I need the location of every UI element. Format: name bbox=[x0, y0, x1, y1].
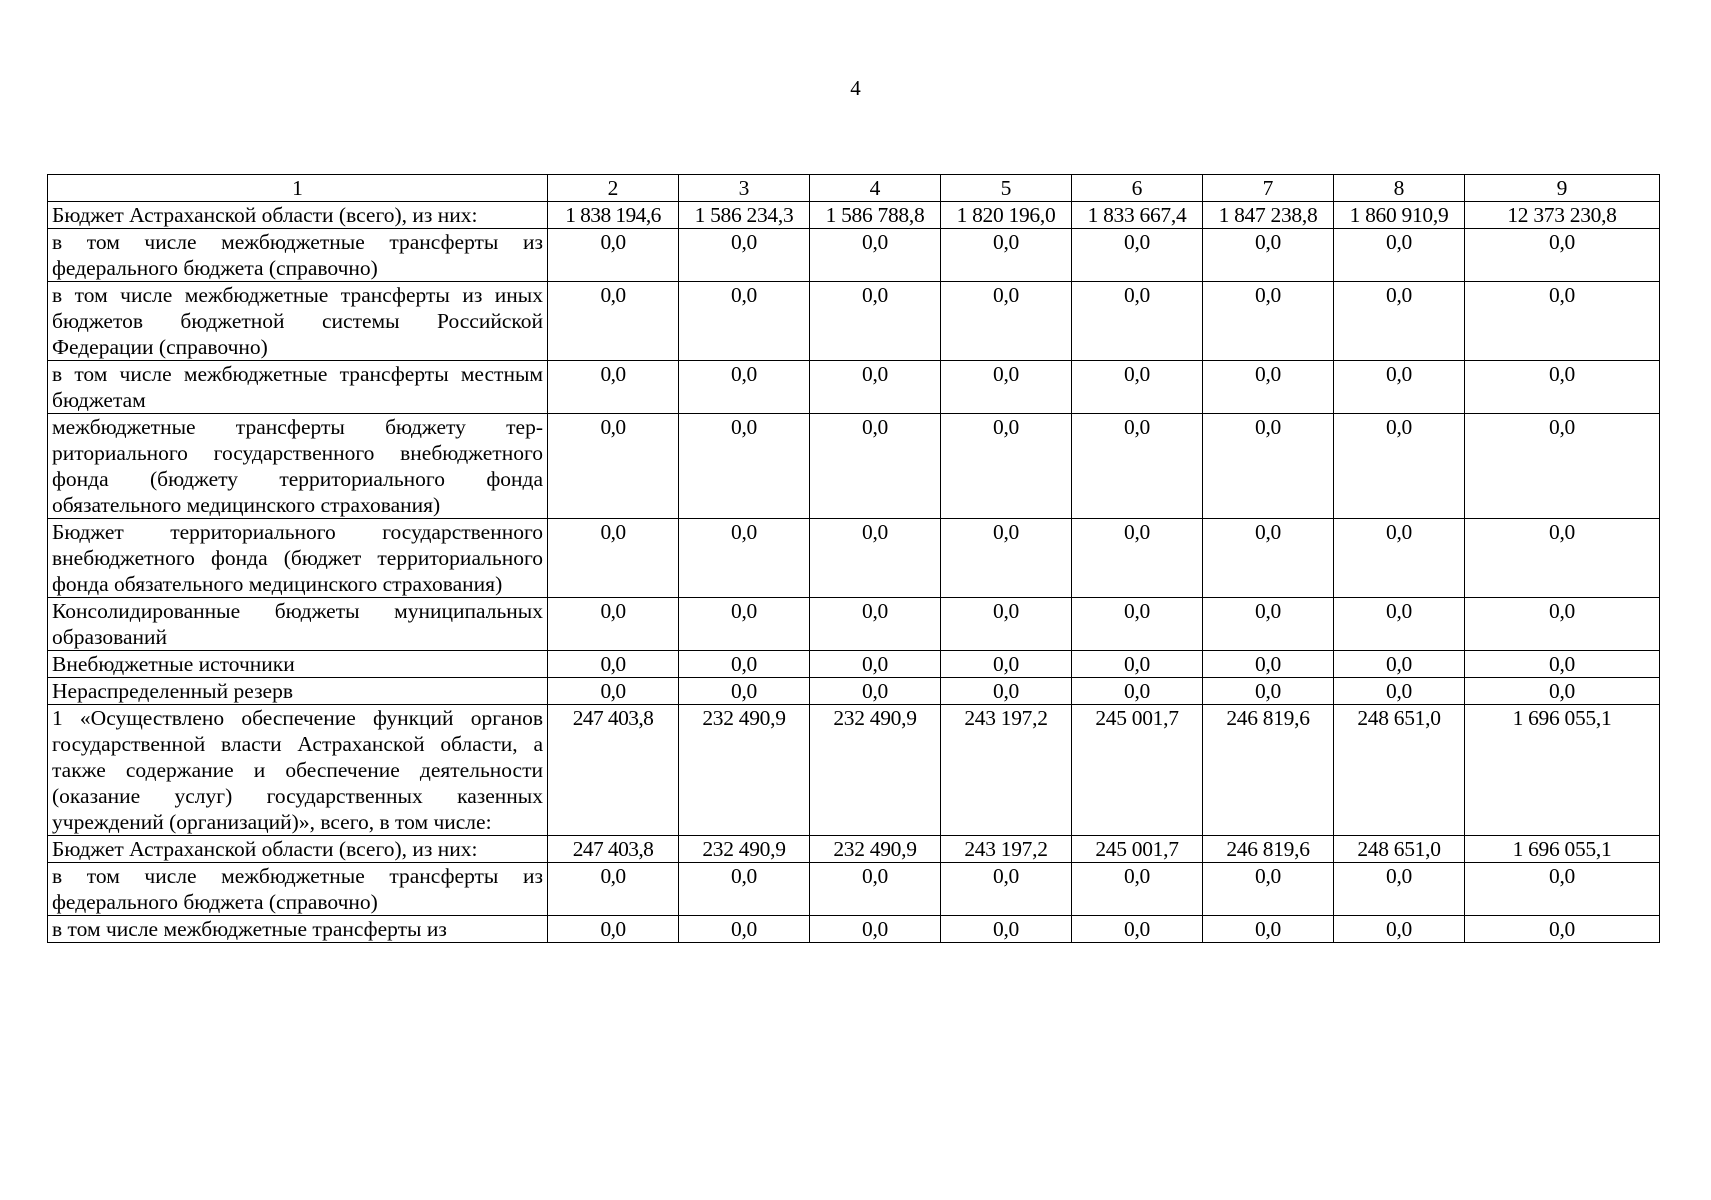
value-cell-col-2: 247 403,8 bbox=[548, 836, 679, 863]
value-cell-col-2: 0,0 bbox=[548, 678, 679, 705]
row-label: Нераспределенный резерв bbox=[48, 678, 548, 705]
value-cell-col-6: 0,0 bbox=[1072, 678, 1203, 705]
value-cell-col-5: 0,0 bbox=[941, 282, 1072, 361]
value-cell-col-4: 0,0 bbox=[810, 916, 941, 943]
value-cell-col-6: 0,0 bbox=[1072, 414, 1203, 519]
row-label: Консолидированные бюджеты муниципальных образований bbox=[48, 598, 548, 651]
value-cell-col-6: 245 001,7 bbox=[1072, 705, 1203, 836]
value-cell-col-4: 0,0 bbox=[810, 863, 941, 916]
value-cell-col-2: 0,0 bbox=[548, 414, 679, 519]
row-label: в том числе межбюджетные трансферты из иных бюджетов бюджетной системы Российской Федерации (справочно) bbox=[48, 282, 548, 361]
value-cell-col-7: 0,0 bbox=[1203, 282, 1334, 361]
value-cell-col-4: 0,0 bbox=[810, 282, 941, 361]
column-header-2: 2 bbox=[548, 175, 679, 202]
value-cell-col-9: 1 696 055,1 bbox=[1465, 705, 1660, 836]
value-cell-col-4: 0,0 bbox=[810, 651, 941, 678]
table-row bbox=[48, 229, 1660, 282]
value-cell-col-9: 12 373 230,8 bbox=[1465, 202, 1660, 229]
table-row bbox=[48, 836, 1660, 863]
value-cell-col-5: 243 197,2 bbox=[941, 836, 1072, 863]
value-cell-col-5: 0,0 bbox=[941, 229, 1072, 282]
value-cell-col-3: 232 490,9 bbox=[679, 705, 810, 836]
value-cell-col-7: 0,0 bbox=[1203, 519, 1334, 598]
table-row bbox=[48, 705, 1660, 836]
value-cell-col-6: 0,0 bbox=[1072, 229, 1203, 282]
value-cell-col-7: 0,0 bbox=[1203, 361, 1334, 414]
column-header-3: 3 bbox=[679, 175, 810, 202]
table-row bbox=[48, 651, 1660, 678]
value-cell-col-8: 0,0 bbox=[1334, 678, 1465, 705]
table-row bbox=[48, 282, 1660, 361]
value-cell-col-3: 0,0 bbox=[679, 414, 810, 519]
value-cell-col-4: 0,0 bbox=[810, 414, 941, 519]
value-cell-col-6: 0,0 bbox=[1072, 916, 1203, 943]
value-cell-col-2: 0,0 bbox=[548, 361, 679, 414]
value-cell-col-7: 0,0 bbox=[1203, 916, 1334, 943]
column-header-4: 4 bbox=[810, 175, 941, 202]
value-cell-col-9: 0,0 bbox=[1465, 361, 1660, 414]
value-cell-col-6: 0,0 bbox=[1072, 282, 1203, 361]
value-cell-col-5: 0,0 bbox=[941, 863, 1072, 916]
value-cell-col-7: 0,0 bbox=[1203, 414, 1334, 519]
value-cell-col-5: 0,0 bbox=[941, 414, 1072, 519]
value-cell-col-5: 0,0 bbox=[941, 651, 1072, 678]
row-label: в том числе межбюджетные трансферты из bbox=[48, 916, 548, 943]
value-cell-col-4: 0,0 bbox=[810, 229, 941, 282]
header-row bbox=[48, 175, 1660, 202]
value-cell-col-2: 0,0 bbox=[548, 519, 679, 598]
value-cell-col-8: 0,0 bbox=[1334, 229, 1465, 282]
value-cell-col-3: 0,0 bbox=[679, 916, 810, 943]
value-cell-col-7: 246 819,6 bbox=[1203, 705, 1334, 836]
value-cell-col-5: 1 820 196,0 bbox=[941, 202, 1072, 229]
value-cell-col-3: 0,0 bbox=[679, 678, 810, 705]
page-number: 4 bbox=[850, 76, 861, 100]
value-cell-col-3: 0,0 bbox=[679, 519, 810, 598]
row-label: в том числе межбюджетные трансферты из федерального бюджета (справочно) bbox=[48, 229, 548, 282]
value-cell-col-7: 246 819,6 bbox=[1203, 836, 1334, 863]
column-header-9: 9 bbox=[1465, 175, 1660, 202]
column-header-8: 8 bbox=[1334, 175, 1465, 202]
value-cell-col-3: 0,0 bbox=[679, 598, 810, 651]
value-cell-col-6: 0,0 bbox=[1072, 863, 1203, 916]
value-cell-col-2: 0,0 bbox=[548, 651, 679, 678]
value-cell-col-8: 0,0 bbox=[1334, 863, 1465, 916]
row-label: Бюджет территориального государственного внебюджетного фонда (бюджет территориального фонда обязательного медицинского страхования) bbox=[48, 519, 548, 598]
value-cell-col-6: 0,0 bbox=[1072, 651, 1203, 678]
value-cell-col-7: 0,0 bbox=[1203, 598, 1334, 651]
row-label: 1 «Осуществлено обеспечение функций органов государственной власти Астраханской области, а также содержание и обеспечение деятельности (оказание услуг) государственных казенных учреждений (организаций)», всего, в том числе: bbox=[48, 705, 548, 836]
table-row bbox=[48, 519, 1660, 598]
value-cell-col-6: 0,0 bbox=[1072, 361, 1203, 414]
value-cell-col-9: 0,0 bbox=[1465, 282, 1660, 361]
value-cell-col-9: 0,0 bbox=[1465, 229, 1660, 282]
value-cell-col-6: 0,0 bbox=[1072, 519, 1203, 598]
value-cell-col-8: 0,0 bbox=[1334, 361, 1465, 414]
row-label: в том числе межбюджетные трансферты из федерального бюджета (справочно) bbox=[48, 863, 548, 916]
value-cell-col-7: 0,0 bbox=[1203, 678, 1334, 705]
value-cell-col-2: 0,0 bbox=[548, 863, 679, 916]
value-cell-col-4: 0,0 bbox=[810, 678, 941, 705]
value-cell-col-8: 1 860 910,9 bbox=[1334, 202, 1465, 229]
value-cell-col-4: 0,0 bbox=[810, 519, 941, 598]
value-cell-col-7: 0,0 bbox=[1203, 651, 1334, 678]
value-cell-col-2: 1 838 194,6 bbox=[548, 202, 679, 229]
value-cell-col-9: 0,0 bbox=[1465, 678, 1660, 705]
row-label: Бюджет Астраханской области (всего), из них: bbox=[48, 202, 548, 229]
value-cell-col-7: 1 847 238,8 bbox=[1203, 202, 1334, 229]
value-cell-col-4: 0,0 bbox=[810, 361, 941, 414]
value-cell-col-5: 243 197,2 bbox=[941, 705, 1072, 836]
value-cell-col-8: 0,0 bbox=[1334, 651, 1465, 678]
value-cell-col-9: 0,0 bbox=[1465, 598, 1660, 651]
row-label: Бюджет Астраханской области (всего), из них: bbox=[48, 836, 548, 863]
value-cell-col-6: 1 833 667,4 bbox=[1072, 202, 1203, 229]
value-cell-col-3: 0,0 bbox=[679, 651, 810, 678]
value-cell-col-6: 245 001,7 bbox=[1072, 836, 1203, 863]
value-cell-col-2: 0,0 bbox=[548, 916, 679, 943]
value-cell-col-8: 248 651,0 bbox=[1334, 836, 1465, 863]
table-row bbox=[48, 598, 1660, 651]
table-row bbox=[48, 863, 1660, 916]
table-header bbox=[48, 175, 1660, 202]
value-cell-col-9: 0,0 bbox=[1465, 651, 1660, 678]
table-body bbox=[48, 202, 1660, 943]
value-cell-col-3: 0,0 bbox=[679, 361, 810, 414]
column-header-6: 6 bbox=[1072, 175, 1203, 202]
value-cell-col-2: 0,0 bbox=[548, 229, 679, 282]
value-cell-col-5: 0,0 bbox=[941, 916, 1072, 943]
value-cell-col-5: 0,0 bbox=[941, 678, 1072, 705]
value-cell-col-8: 0,0 bbox=[1334, 414, 1465, 519]
row-label: в том числе межбюджетные трансферты местным бюджетам bbox=[48, 361, 548, 414]
value-cell-col-3: 0,0 bbox=[679, 863, 810, 916]
column-header-5: 5 bbox=[941, 175, 1072, 202]
value-cell-col-8: 0,0 bbox=[1334, 598, 1465, 651]
value-cell-col-3: 1 586 234,3 bbox=[679, 202, 810, 229]
column-header-1: 1 bbox=[48, 175, 548, 202]
value-cell-col-8: 0,0 bbox=[1334, 519, 1465, 598]
value-cell-col-9: 0,0 bbox=[1465, 414, 1660, 519]
value-cell-col-5: 0,0 bbox=[941, 598, 1072, 651]
value-cell-col-3: 232 490,9 bbox=[679, 836, 810, 863]
value-cell-col-8: 0,0 bbox=[1334, 282, 1465, 361]
value-cell-col-5: 0,0 bbox=[941, 519, 1072, 598]
row-label: Внебюджетные источники bbox=[48, 651, 548, 678]
value-cell-col-7: 0,0 bbox=[1203, 229, 1334, 282]
value-cell-col-8: 248 651,0 bbox=[1334, 705, 1465, 836]
value-cell-col-3: 0,0 bbox=[679, 229, 810, 282]
table-row bbox=[48, 916, 1660, 943]
value-cell-col-3: 0,0 bbox=[679, 282, 810, 361]
column-header-7: 7 bbox=[1203, 175, 1334, 202]
value-cell-col-4: 232 490,9 bbox=[810, 836, 941, 863]
value-cell-col-4: 0,0 bbox=[810, 598, 941, 651]
value-cell-col-7: 0,0 bbox=[1203, 863, 1334, 916]
value-cell-col-5: 0,0 bbox=[941, 361, 1072, 414]
value-cell-col-2: 0,0 bbox=[548, 282, 679, 361]
value-cell-col-2: 0,0 bbox=[548, 598, 679, 651]
budget-table bbox=[47, 174, 1660, 943]
value-cell-col-9: 0,0 bbox=[1465, 519, 1660, 598]
table-row bbox=[48, 202, 1660, 229]
table-row bbox=[48, 414, 1660, 519]
row-label: межбюджетные трансферты бюджету территориального государственного внебюджетного фонда (бюджету территориального фонда обязательного медицинского страхования) bbox=[48, 414, 548, 519]
value-cell-col-9: 0,0 bbox=[1465, 916, 1660, 943]
value-cell-col-9: 0,0 bbox=[1465, 863, 1660, 916]
value-cell-col-6: 0,0 bbox=[1072, 598, 1203, 651]
value-cell-col-9: 1 696 055,1 bbox=[1465, 836, 1660, 863]
table-row bbox=[48, 361, 1660, 414]
value-cell-col-4: 1 586 788,8 bbox=[810, 202, 941, 229]
value-cell-col-4: 232 490,9 bbox=[810, 705, 941, 836]
value-cell-col-8: 0,0 bbox=[1334, 916, 1465, 943]
table-row bbox=[48, 678, 1660, 705]
value-cell-col-2: 247 403,8 bbox=[548, 705, 679, 836]
